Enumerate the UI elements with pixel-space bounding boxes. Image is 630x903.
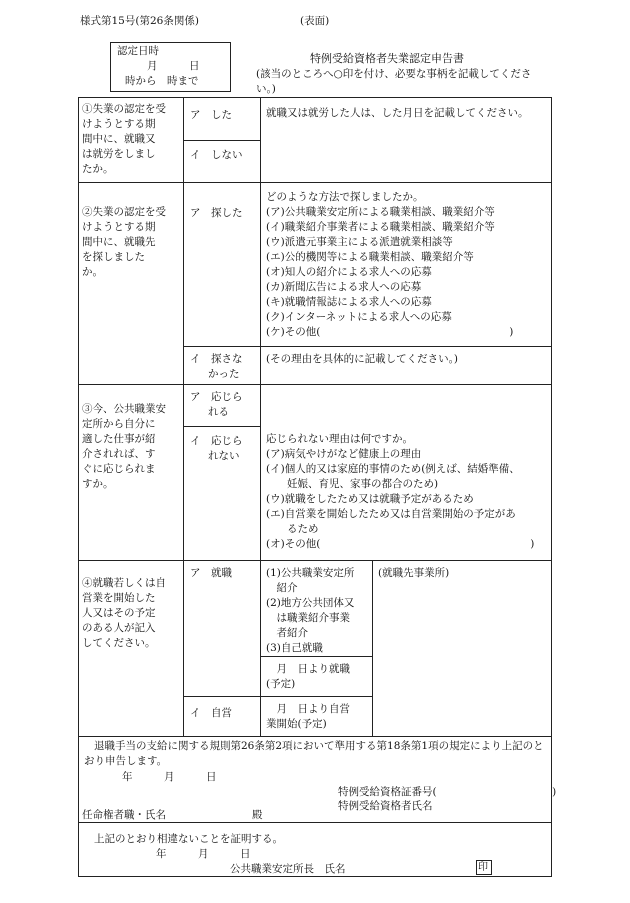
q2-option-a[interactable]: ア 探した <box>190 207 243 219</box>
list-item[interactable]: (ケ)その他( ) <box>266 326 514 338</box>
q2-option-b[interactable]: イ 探さな かった <box>190 353 243 380</box>
q3-option-b[interactable]: イ 応じら れない <box>190 435 243 462</box>
list-item[interactable]: (イ)職業紹介事業者による職業相談、職業紹介等 <box>266 221 495 233</box>
certification-text: 上記のとおり相違ないことを証明する。 <box>94 833 283 845</box>
list-item: るため <box>266 523 319 535</box>
q4-employer-label: (就職先事業所) <box>378 567 450 579</box>
list-item[interactable]: (カ)新聞広告による求人への応募 <box>266 281 422 293</box>
list-item[interactable]: (ア)病気やけがなど健康上の理由 <box>266 448 422 460</box>
side-label: (表面) <box>300 15 330 27</box>
list-item[interactable]: (オ)知人の紹介による求人への応募 <box>266 266 432 278</box>
list-item: 者紹介 <box>266 627 308 639</box>
certification-date[interactable]: 年 月 日 <box>156 848 251 860</box>
seal-box[interactable] <box>476 860 492 875</box>
cert-date-month-day: 月 日 <box>147 60 200 72</box>
list-item[interactable]: (ク)インターネットによる求人への応募 <box>266 311 452 323</box>
honorific: 殿 <box>252 809 263 821</box>
q1-question: ①失業の認定を受 けようとする期 間中に、就職又 は就労をしまし たか。 <box>82 103 166 175</box>
q2-method-intro: どのような方法で探しましたか。 <box>266 191 424 203</box>
list-item[interactable]: (3)自己就職 <box>266 642 323 654</box>
q4-option-a[interactable]: ア 就職 <box>190 567 232 579</box>
list-item[interactable]: (1)公共職業安定所 <box>266 567 355 579</box>
office-head-label: 公共職業安定所長 氏名 <box>230 863 346 875</box>
seal-mark: 印 <box>478 862 488 873</box>
q3-reason-intro: 応じられない理由は何ですか。 <box>266 433 413 445</box>
q4-routes-list <box>266 566 354 656</box>
authority-label: 任命権者職・氏名 <box>82 809 166 821</box>
declaration-text: 退職手当の支給に関する規則第26条第2項において準用する第18条第1項の規定により上記のとおり申告します。 <box>84 740 544 767</box>
q4-self-employ-date[interactable]: 月 日より自営 業開始(予定) <box>266 703 350 730</box>
declaration-date[interactable]: 年 月 日 <box>122 771 217 783</box>
q2-question: ②失業の認定を受 けようとする期 間中に、就職先 を探しました か。 <box>82 206 166 278</box>
certification-date-box <box>110 42 231 92</box>
applicant-name-label[interactable]: 特例受給資格者氏名 <box>338 800 433 812</box>
cert-date-time: 時から 時まで <box>125 75 199 87</box>
q2-methods-list <box>266 190 513 340</box>
list-item[interactable]: (ア)公共職業安定所による職業相談、職業紹介等 <box>266 206 495 218</box>
page-title: 特例受給資格者失業認定申告書 <box>310 52 464 65</box>
q3-option-a[interactable]: ア 応じら れる <box>190 391 243 418</box>
q4-job-start-date[interactable]: 月 日より就職 (予定) <box>266 663 350 690</box>
q3-question: ③今、公共職業安 定所から自分に 適した仕事が紹 介されれば、す ぐに応じられま すか。 <box>82 403 166 490</box>
list-item[interactable]: (キ)就職情報誌による求人への応募 <box>266 296 432 308</box>
cert-date-label: 認定日時 <box>117 45 159 57</box>
list-item: は職業紹介事業 <box>266 612 350 624</box>
q4-question: ④就職若しくは自 営業を開始した 人又はその予定 のある人が記入 してください。 <box>82 577 166 649</box>
list-item: 紹介 <box>266 582 298 594</box>
list-item[interactable]: (2)地方公共団体又 <box>266 597 355 609</box>
q1-note: 就職又は就労した人は、した月日を記載してください。 <box>266 107 529 119</box>
q2-no-search-note: (その理由を具体的に記載してください。) <box>266 353 458 365</box>
list-item[interactable]: (ウ)派遣元事業主による派遣就業相談等 <box>266 236 453 248</box>
list-item: 妊娠、育児、家事の都合のため) <box>266 478 439 490</box>
list-item[interactable]: (オ)その他( ) <box>266 538 535 550</box>
q1-option-a[interactable]: ア した <box>190 109 232 121</box>
list-item[interactable]: (エ)公的機関等による職業相談、職業紹介等 <box>266 251 474 263</box>
list-item[interactable]: (エ)自営業を開始したため又は自営業開始の予定があ <box>266 508 516 520</box>
q3-reasons-list <box>266 432 534 552</box>
list-item[interactable]: (イ)個人的又は家庭的事情のため(例えば、結婚準備、 <box>266 463 520 475</box>
list-item[interactable]: (ウ)就職をしたため又は就職予定があるため <box>266 493 474 505</box>
q1-option-b[interactable]: イ しない <box>190 149 243 161</box>
certificate-number[interactable]: 特例受給資格証番号( ) <box>338 786 557 798</box>
q4-option-b[interactable]: イ 自営 <box>190 707 232 719</box>
instruction-text: (該当のところへ○印を付け、必要な事柄を記載してください。) <box>256 68 532 95</box>
form-number: 様式第15号(第26条関係) <box>80 15 199 27</box>
